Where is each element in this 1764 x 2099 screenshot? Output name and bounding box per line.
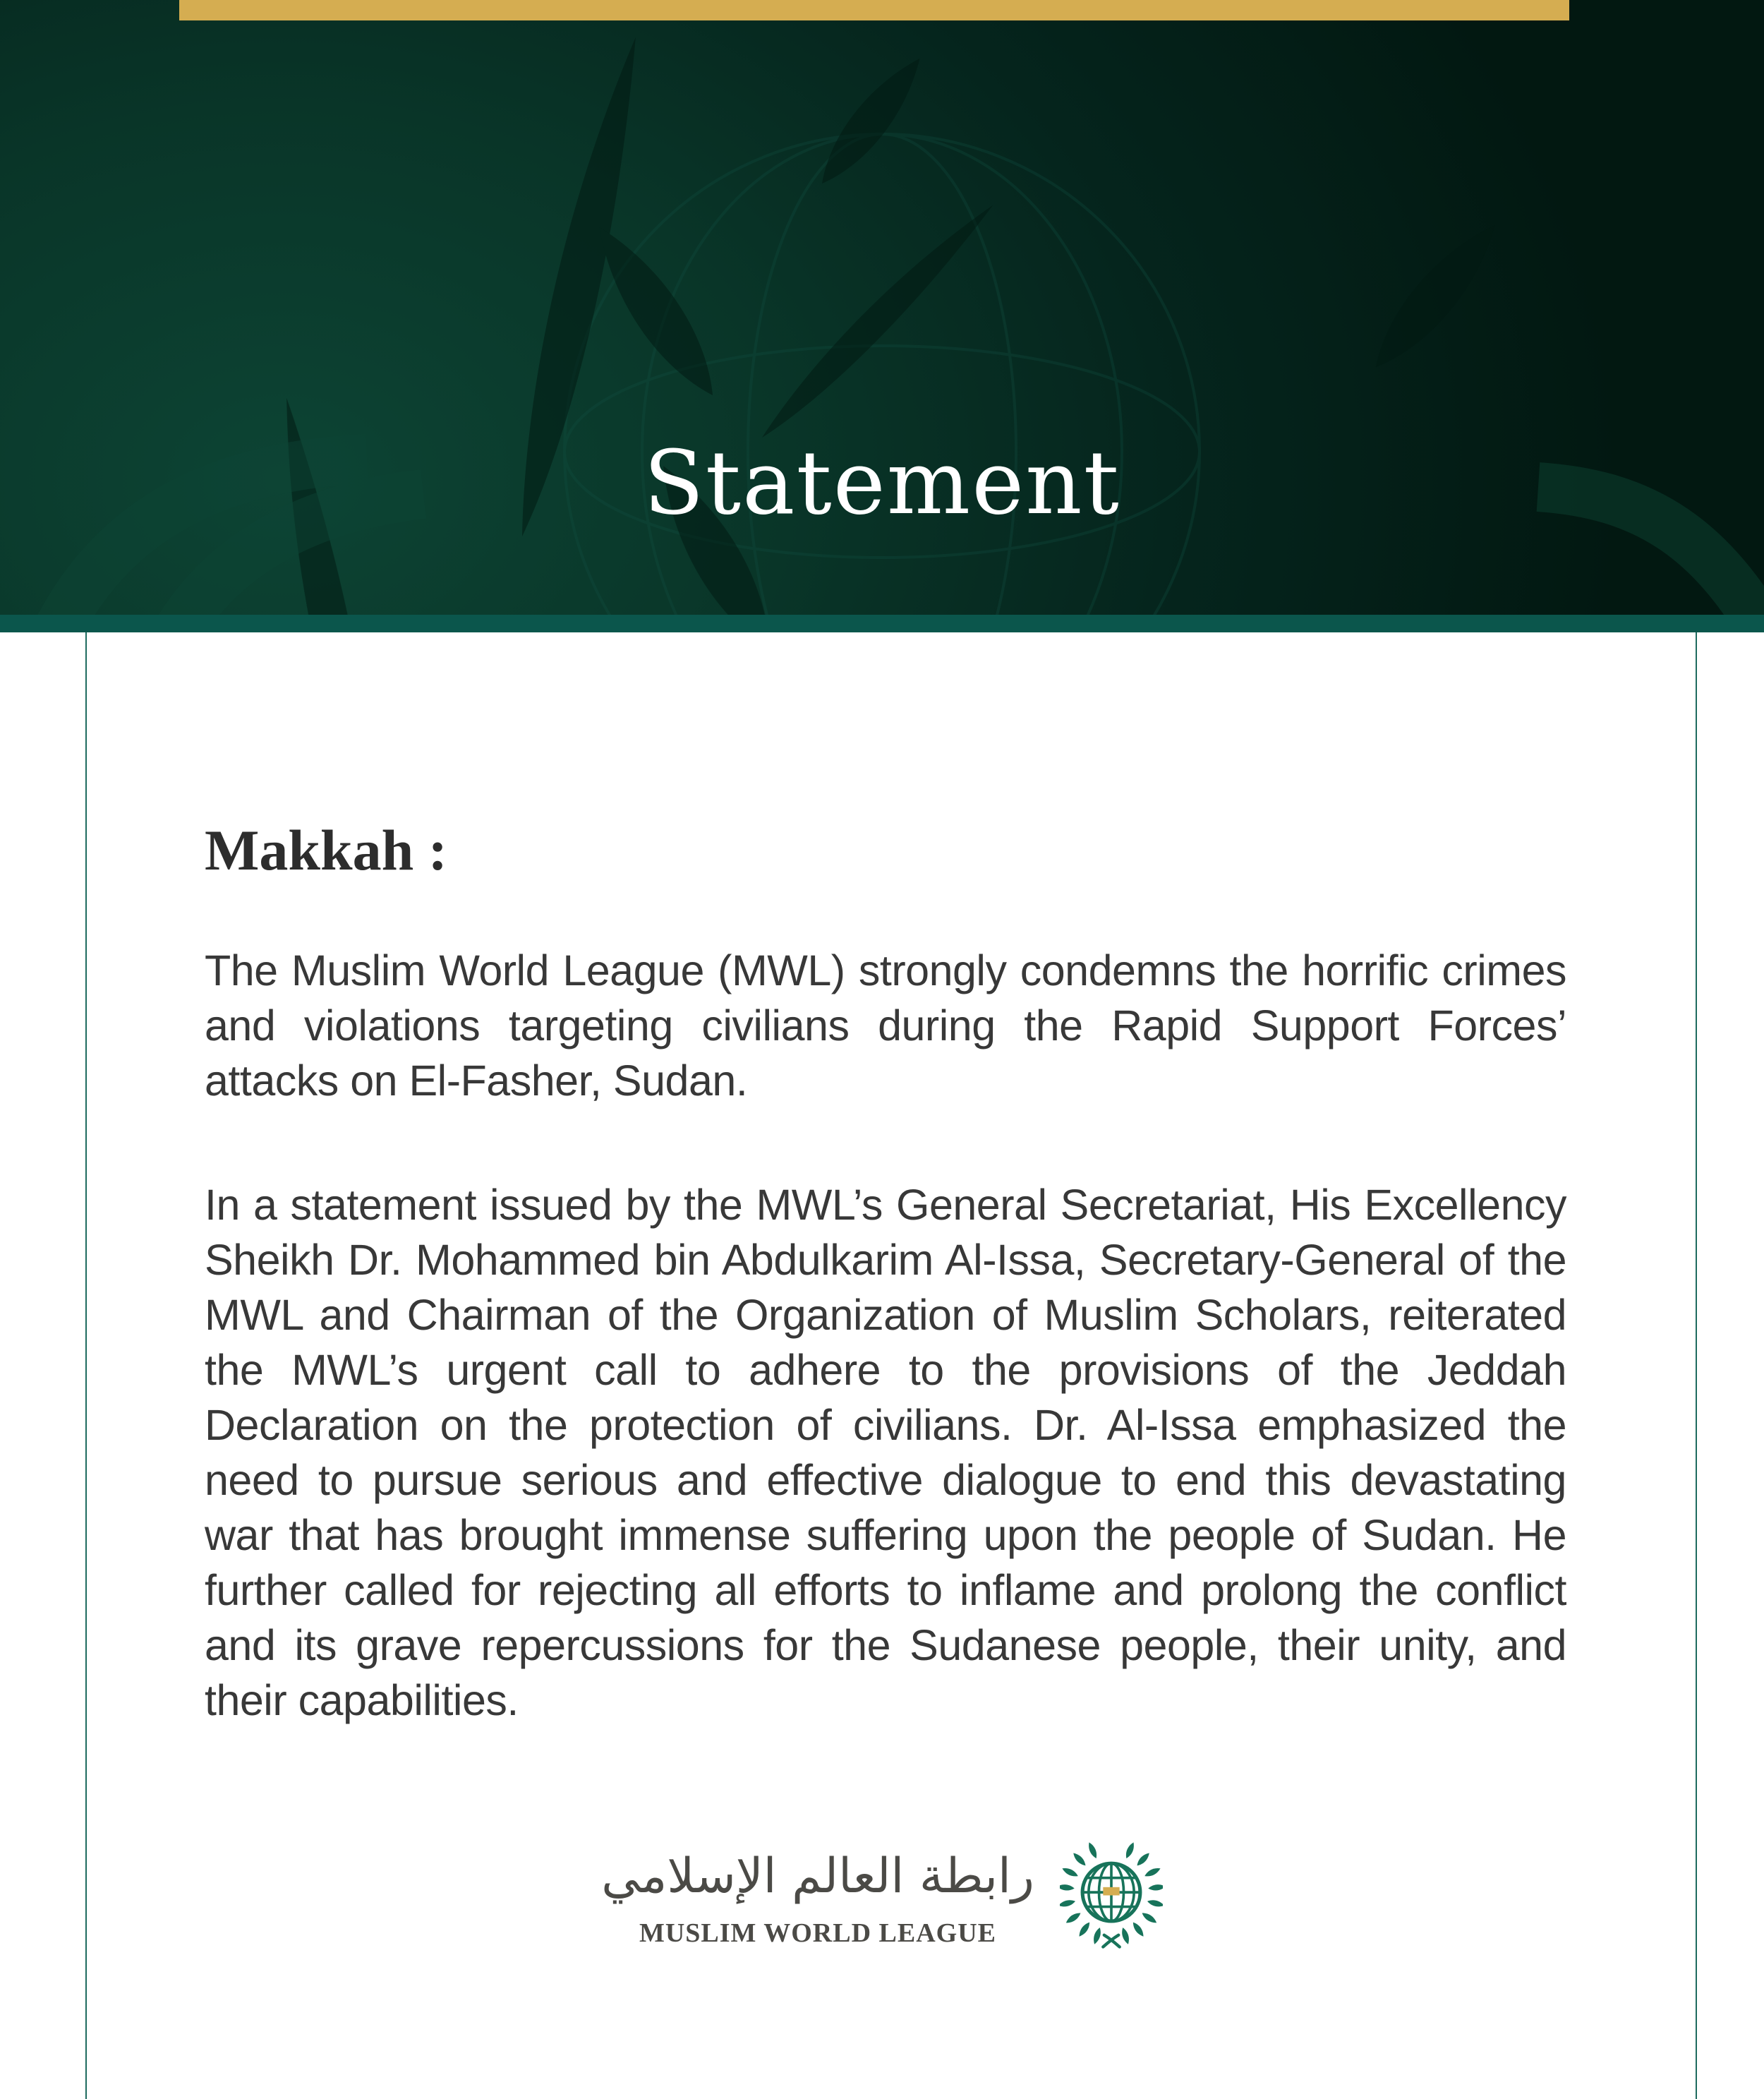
statement-paragraph-2: In a statement issued by the MWL’s General Secretariat, His Excellency Sheikh Dr. Mohammed bin Abdulkarim Al-Issa, Secretary-General of the MWL and Chairman of the Organization of Muslim Scholars, reiterated the MWL’s urgent call to adhere to the provisions of the Jeddah Declaration on the protection of civilians. Dr. Al-Issa emphasized the need to pursue serious and effective dialogue to end this devastating war that has brought immense suffering upon the people of Sudan. He further called for rejecting all efforts to inflame and prolong the conflict and its grave repercussions for the Sudanese people, their unity, and their capabilities.	[205, 1181, 1566, 1724]
globe-watermark-icon	[564, 134, 1200, 615]
kaaba-icon	[1103, 1887, 1119, 1896]
page-title: Statement	[644, 432, 1120, 534]
wreath-stems-icon	[1103, 1935, 1119, 1947]
statement-body	[205, 818, 1566, 1797]
mwl-logo	[0, 1841, 1764, 1950]
mwl-latin-wordmark: MUSLIM WORLD LEAGUE	[639, 1918, 997, 1948]
mwl-arabic-wordmark: رابطة العالم الإسلامي	[601, 1848, 1034, 1904]
header-banner	[0, 0, 1764, 615]
teal-divider-band	[0, 615, 1764, 632]
mwl-emblem-icon	[1060, 1841, 1163, 1950]
location-heading: Makkah :	[205, 818, 448, 882]
statement-paragraph-1: The Muslim World League (MWL) strongly condemns the horrific crimes and violations targeting civilians during the Rapid Support Forces’ attacks on El-Fasher, Sudan.	[205, 946, 1566, 1105]
gold-accent-bar	[179, 0, 1569, 20]
mwl-wordmark	[601, 1843, 1034, 1950]
